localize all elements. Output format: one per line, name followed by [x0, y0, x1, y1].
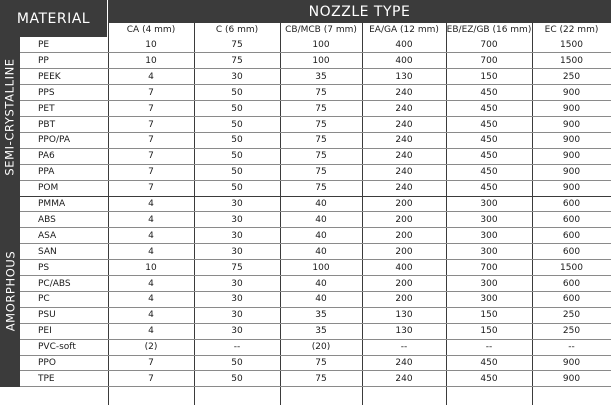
material-name: PE — [38, 40, 50, 50]
table-cell: 4 — [148, 326, 154, 337]
table-cell: 130 — [395, 71, 413, 82]
table-cell: 600 — [562, 246, 581, 257]
table-cell: 4 — [148, 310, 154, 321]
table-row — [20, 37, 611, 53]
table-row — [20, 180, 611, 196]
table-cell: 75 — [315, 87, 327, 98]
table-cell: 50 — [231, 358, 243, 368]
table-cell: 7 — [148, 167, 154, 178]
table-cell: 300 — [480, 246, 498, 257]
table-cell: -- — [400, 342, 408, 353]
table-row — [20, 276, 611, 292]
material-name: PSU — [38, 310, 56, 321]
table-cell: 30 — [231, 214, 243, 225]
table-cell: 35 — [315, 326, 327, 337]
material-name: POM — [38, 183, 59, 194]
table-cell: 35 — [315, 310, 327, 321]
table-cell: 150 — [480, 310, 498, 321]
table-cell: 7 — [148, 358, 154, 368]
table-row — [20, 196, 611, 212]
table-cell: 7 — [148, 119, 154, 130]
table-cell: 450 — [480, 87, 498, 98]
table-cell: 30 — [231, 71, 243, 82]
table-cell: 700 — [480, 262, 498, 273]
table-cell: 600 — [562, 294, 581, 305]
table-cell: 300 — [480, 230, 498, 241]
column-header: C (6 mm) — [215, 25, 259, 35]
table-row — [20, 371, 611, 387]
table-cell: 240 — [395, 87, 413, 98]
table-cell: (2) — [144, 342, 158, 353]
table-cell: 300 — [480, 294, 498, 305]
group-label-text: AMORPHOUS — [3, 251, 17, 332]
table-cell: 250 — [562, 310, 581, 321]
table-row — [20, 132, 611, 148]
table-cell: 450 — [480, 167, 498, 178]
table-cell: 30 — [231, 230, 243, 241]
table-cell: 40 — [315, 294, 327, 305]
table-cell: 4 — [148, 214, 154, 225]
table-cell: 100 — [312, 55, 330, 66]
table-cell: 250 — [562, 326, 581, 337]
table-cell: 450 — [480, 183, 498, 194]
table-cell: 30 — [231, 310, 243, 321]
table-cell: 40 — [315, 230, 327, 241]
table-cell: 400 — [395, 40, 413, 50]
table-cell: 4 — [148, 246, 154, 257]
table-cell: 50 — [231, 373, 243, 384]
table-cell: 7 — [148, 151, 154, 162]
table-cell: -- — [568, 342, 575, 353]
table-row — [20, 244, 611, 260]
table-cell: 900 — [562, 358, 581, 368]
table-cell: 100 — [312, 40, 330, 50]
group-label — [0, 37, 20, 196]
table-cell: 300 — [480, 278, 498, 289]
table-cell: 300 — [480, 199, 498, 209]
table-cell: 1500 — [560, 40, 583, 50]
table-cell: -- — [485, 342, 493, 353]
table-cell: 4 — [148, 199, 154, 209]
group-label-text: SEMI-CRYSTALLINE — [3, 57, 17, 176]
table-cell: 30 — [231, 326, 243, 337]
table-cell: 40 — [315, 214, 327, 225]
material-name: PPO — [38, 358, 56, 368]
table-cell: 50 — [231, 87, 243, 98]
table-cell: 75 — [315, 183, 327, 194]
group-label — [0, 196, 20, 387]
table-cell: 200 — [395, 230, 413, 241]
table-cell: 240 — [395, 119, 413, 130]
table-cell: 900 — [562, 135, 581, 146]
table-cell: 900 — [562, 151, 581, 162]
material-name: PA6 — [38, 151, 55, 162]
table-cell: 30 — [231, 278, 243, 289]
table-cell: 600 — [562, 199, 581, 209]
table-cell: 900 — [562, 167, 581, 178]
table-cell: 30 — [231, 246, 243, 257]
material-name: SAN — [38, 246, 57, 257]
material-name: PC/ABS — [38, 278, 71, 289]
table-cell: 75 — [231, 55, 243, 66]
table-cell: 10 — [145, 40, 157, 50]
table-cell: 40 — [315, 278, 327, 289]
table-cell: 1500 — [560, 262, 583, 273]
table-cell: 200 — [395, 214, 413, 225]
table-cell: 75 — [315, 358, 327, 368]
table-row — [20, 148, 611, 164]
table-cell: 700 — [480, 40, 498, 50]
table-cell: 600 — [562, 230, 581, 241]
table-row — [20, 69, 611, 85]
table-cell: 200 — [395, 278, 413, 289]
table-row — [20, 85, 611, 101]
table-cell: 450 — [480, 358, 498, 368]
table-cell: 900 — [562, 87, 581, 98]
table-row — [20, 355, 611, 371]
table-cell: 4 — [148, 294, 154, 305]
table-cell: 240 — [395, 135, 413, 146]
table-cell: 50 — [231, 103, 243, 114]
table-row — [20, 323, 611, 339]
material-name: PMMA — [38, 199, 66, 209]
table-cell: 35 — [315, 71, 327, 82]
table-cell: 240 — [395, 373, 413, 384]
table-cell: (20) — [311, 342, 331, 353]
material-name: TPE — [38, 373, 55, 384]
table-row — [20, 53, 611, 69]
table-cell: 40 — [315, 199, 327, 209]
table-cell: 75 — [231, 40, 243, 50]
table-cell: 150 — [480, 71, 498, 82]
table-row — [20, 228, 611, 244]
table-cell: 75 — [315, 135, 327, 146]
column-header: CB/MCB (7 mm) — [285, 25, 357, 35]
material-name: PEEK — [38, 71, 61, 82]
table-cell: 75 — [315, 373, 327, 384]
table-cell: 600 — [562, 214, 581, 225]
table-cell: 450 — [480, 373, 498, 384]
table-cell: 900 — [562, 119, 581, 130]
material-name: ASA — [38, 230, 57, 241]
table-cell: 300 — [480, 214, 498, 225]
table-cell: 75 — [315, 167, 327, 178]
table-cell: 7 — [148, 103, 154, 114]
table-row — [20, 101, 611, 117]
table-cell: 75 — [315, 119, 327, 130]
table-cell: 400 — [395, 262, 413, 273]
material-name: PEI — [38, 326, 52, 337]
table-cell: 240 — [395, 167, 413, 178]
table-row — [20, 260, 611, 276]
table-cell: 50 — [231, 167, 243, 178]
table-cell: 450 — [480, 103, 498, 114]
table-cell: 4 — [148, 278, 154, 289]
table-cell: 240 — [395, 183, 413, 194]
table-cell: 50 — [231, 183, 243, 194]
table-cell: 10 — [145, 55, 157, 66]
material-name: PC — [38, 294, 50, 305]
table-cell: 7 — [148, 183, 154, 194]
material-header: MATERIAL — [0, 0, 108, 37]
table-cell: 200 — [395, 246, 413, 257]
table-cell: 4 — [148, 230, 154, 241]
table-cell: 130 — [395, 326, 413, 337]
table-cell: 100 — [312, 262, 330, 273]
material-name: PPS — [38, 87, 55, 98]
table-cell: 130 — [395, 310, 413, 321]
table-cell: 240 — [395, 358, 413, 368]
table-cell: 75 — [231, 262, 243, 273]
column-header: EA/GA (12 mm) — [369, 25, 439, 35]
table-cell: 600 — [562, 278, 581, 289]
material-name: PPO/PA — [38, 135, 70, 146]
table-cell: 240 — [395, 151, 413, 162]
table-cell: 7 — [148, 373, 154, 384]
table-cell: 400 — [395, 55, 413, 66]
table-cell: 900 — [562, 183, 581, 194]
table-row — [20, 307, 611, 323]
column-header: EC (22 mm) — [544, 25, 599, 35]
table-cell: 7 — [148, 87, 154, 98]
table-cell: 150 — [480, 326, 498, 337]
table-row — [20, 164, 611, 180]
table-cell: 700 — [480, 55, 498, 66]
table-row — [20, 212, 611, 228]
column-header: CA (4 mm) — [126, 25, 176, 35]
table-cell: 200 — [395, 199, 413, 209]
table-cell: -- — [233, 342, 241, 353]
table-cell: 40 — [315, 246, 327, 257]
table-cell: 50 — [231, 135, 243, 146]
material-name: PPA — [38, 167, 55, 178]
table-cell: 900 — [562, 103, 581, 114]
table-cell: 4 — [148, 71, 154, 82]
table-row — [20, 291, 611, 307]
table-cell: 1500 — [560, 55, 583, 66]
table-cell: 50 — [231, 151, 243, 162]
table-cell: 240 — [395, 103, 413, 114]
table-row — [20, 339, 611, 355]
table-cell: 450 — [480, 135, 498, 146]
table-cell: 250 — [562, 71, 581, 82]
table-cell: 450 — [480, 151, 498, 162]
table-cell: 900 — [562, 373, 581, 384]
table-cell: 30 — [231, 199, 243, 209]
table-cell: 7 — [148, 135, 154, 146]
table-cell: 75 — [315, 151, 327, 162]
table-cell: 30 — [231, 294, 243, 305]
material-name: PS — [38, 262, 50, 273]
table-row — [20, 117, 611, 133]
table-cell: 50 — [231, 119, 243, 130]
material-name: PET — [38, 103, 55, 114]
column-header: EB/EZ/GB (16 mm) — [446, 25, 532, 35]
table-cell: 450 — [480, 119, 498, 130]
table-cell: 10 — [145, 262, 157, 273]
material-name: PBT — [38, 119, 56, 130]
material-name: ABS — [38, 214, 56, 225]
table-cell: 200 — [395, 294, 413, 305]
table-cell: 75 — [315, 103, 327, 114]
material-name: PP — [38, 55, 49, 66]
material-name: PVC-soft — [38, 342, 76, 353]
nozzle-type-header: NOZZLE TYPE — [108, 0, 611, 23]
